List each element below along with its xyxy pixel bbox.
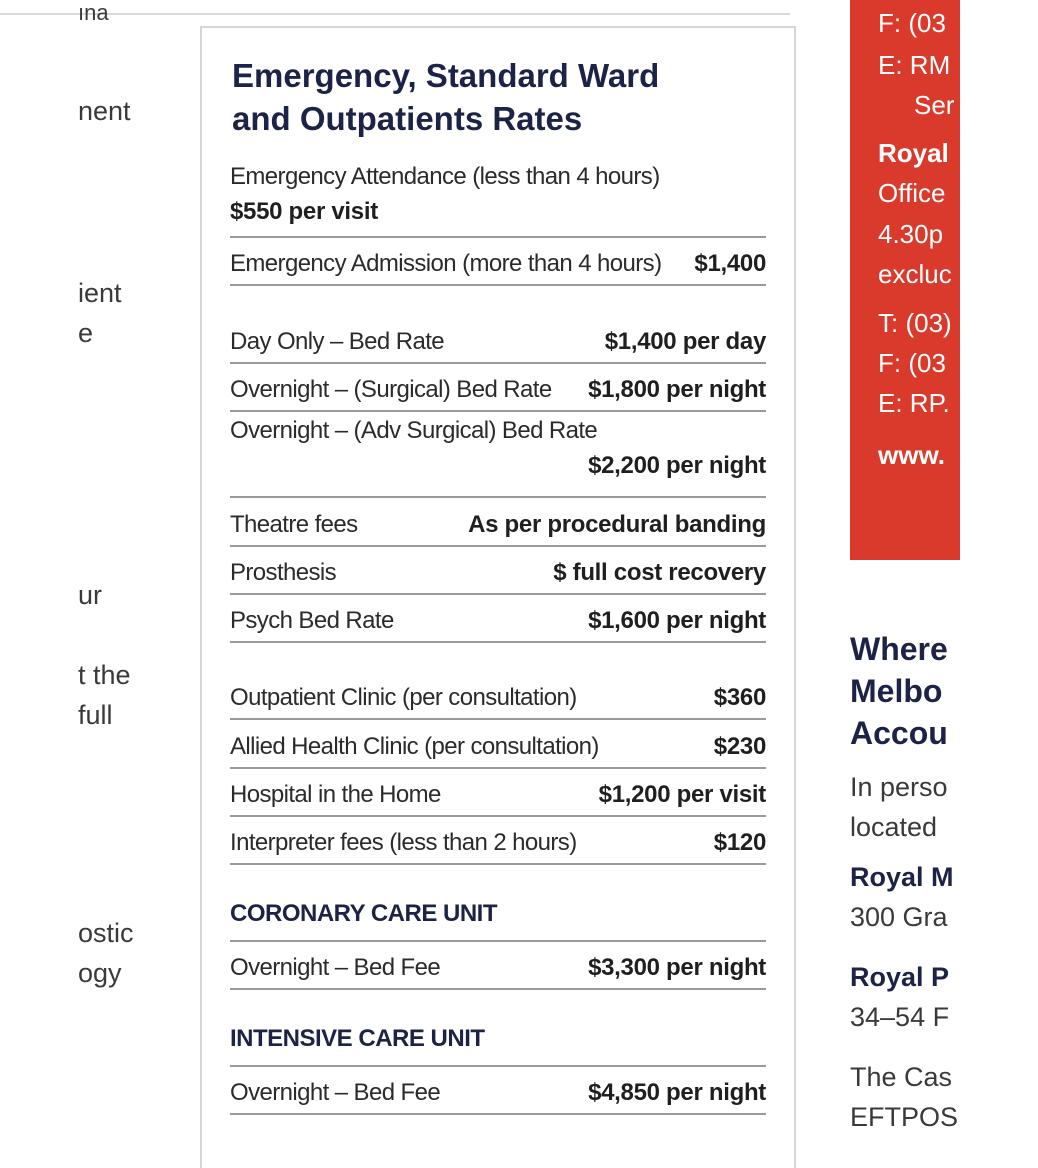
rate-row-overnight-surgical [230,364,766,412]
rate-value: $4,850 per night [588,1079,766,1106]
rate-label: Overnight – Bed Fee [230,954,441,981]
where-heading [850,628,960,754]
contact-line: T: (03) [878,308,952,338]
rate-value: $1,200 per visit [598,781,766,808]
contact-line: F: (03 [878,348,946,378]
rate-label: Hospital in the Home [230,781,441,808]
section-heading-ccu: CORONARY CARE UNIT [230,900,766,942]
rate-row-psych-bed [230,595,766,643]
where-heading-line: Accou [850,715,948,751]
rate-row-ccu-overnight [230,942,766,990]
rate-label: Allied Health Clinic (per consultation) [230,733,599,760]
section-heading-icu: INTENSIVE CARE UNIT [230,1025,766,1067]
rate-label: Overnight – (Surgical) Bed Rate [230,376,552,403]
rate-row-prosthesis [230,547,766,595]
left-fragment: t the [78,660,131,690]
rates-title [232,54,772,140]
rate-label: Prosthesis [230,559,337,586]
contact-heading: Royal [878,138,949,168]
rate-value: $1,400 [694,250,766,277]
rate-row-interpreter [230,817,766,865]
left-fragment: nent [78,96,131,126]
rate-label: Interpreter fees (less than 2 hours) [230,829,577,856]
rate-value: $550 per visit [230,198,378,225]
rate-row-allied-health [230,720,766,769]
location-name: Royal M [850,862,954,892]
left-fragment: ur [78,580,103,610]
rate-value: $3,300 per night [588,954,766,981]
rate-value: $ full cost recovery [553,559,766,586]
contact-line: F: (03 [878,8,946,38]
left-fragment: e [78,318,94,348]
cashier-line: The Cas [850,1062,953,1092]
intro-line: located [850,812,938,842]
contact-line: Office [878,178,946,208]
rate-label: Overnight – (Adv Surgical) Bed Rate [230,417,598,444]
rate-value: $1,600 per night [588,607,766,634]
contact-line: E: RM [878,50,951,80]
rate-label: Psych Bed Rate [230,607,394,634]
rate-label: Day Only – Bed Rate [230,328,445,355]
rate-value: $120 [713,829,766,856]
rate-value: $360 [713,684,766,711]
where-heading-line: Melbo [850,673,943,709]
left-fragment: ostic [78,918,134,948]
rates-title-line1: Emergency, Standard Ward [232,57,660,94]
rate-label: Emergency Admission (more than 4 hours) [230,250,662,277]
rate-value: $1,400 per day [604,328,766,355]
left-fragment: ient [78,278,122,308]
rate-label: Emergency Attendance (less than 4 hours) [230,163,660,190]
contact-panel [850,0,960,560]
rate-row-emergency-attendance [230,158,766,238]
rate-value: $1,800 per night [588,376,766,403]
rates-title-line2: and Outpatients Rates [232,100,583,137]
rates-box [200,26,796,1168]
left-fragment: ına [78,0,109,25]
rate-label: Overnight – Bed Fee [230,1079,441,1106]
rate-row-day-only [230,316,766,364]
rate-value: As per procedural banding [468,511,766,538]
rate-row-emergency-admission [230,238,766,286]
left-fragment: full [78,700,113,730]
website-link[interactable]: www. [878,440,945,470]
rate-label: Theatre fees [230,511,358,538]
contact-line: E: RP. [878,388,950,418]
location-address: 34–54 F [850,1002,950,1032]
rate-row-outpatient-clinic [230,672,766,720]
rate-row-hospital-home [230,769,766,817]
contact-line: excluc [878,259,952,289]
rate-value: $230 [713,733,766,760]
contact-line: 4.30p [878,219,944,249]
where-heading-line: Where [850,631,948,667]
location-address: 300 Gra [850,902,948,932]
rate-row-icu-overnight [230,1067,766,1115]
location-name: Royal P [850,962,950,992]
top-divider [0,13,790,15]
rate-label: Outpatient Clinic (per consultation) [230,684,577,711]
contact-line: Ser [914,90,955,120]
rate-row-theatre-fees [230,498,766,547]
rate-value: $2,200 per night [588,452,766,479]
intro-line: In perso [850,772,948,802]
left-fragment: ogy [78,958,122,988]
cashier-line: EFTPOS [850,1102,959,1132]
rate-row-overnight-adv-surgical [230,412,766,498]
